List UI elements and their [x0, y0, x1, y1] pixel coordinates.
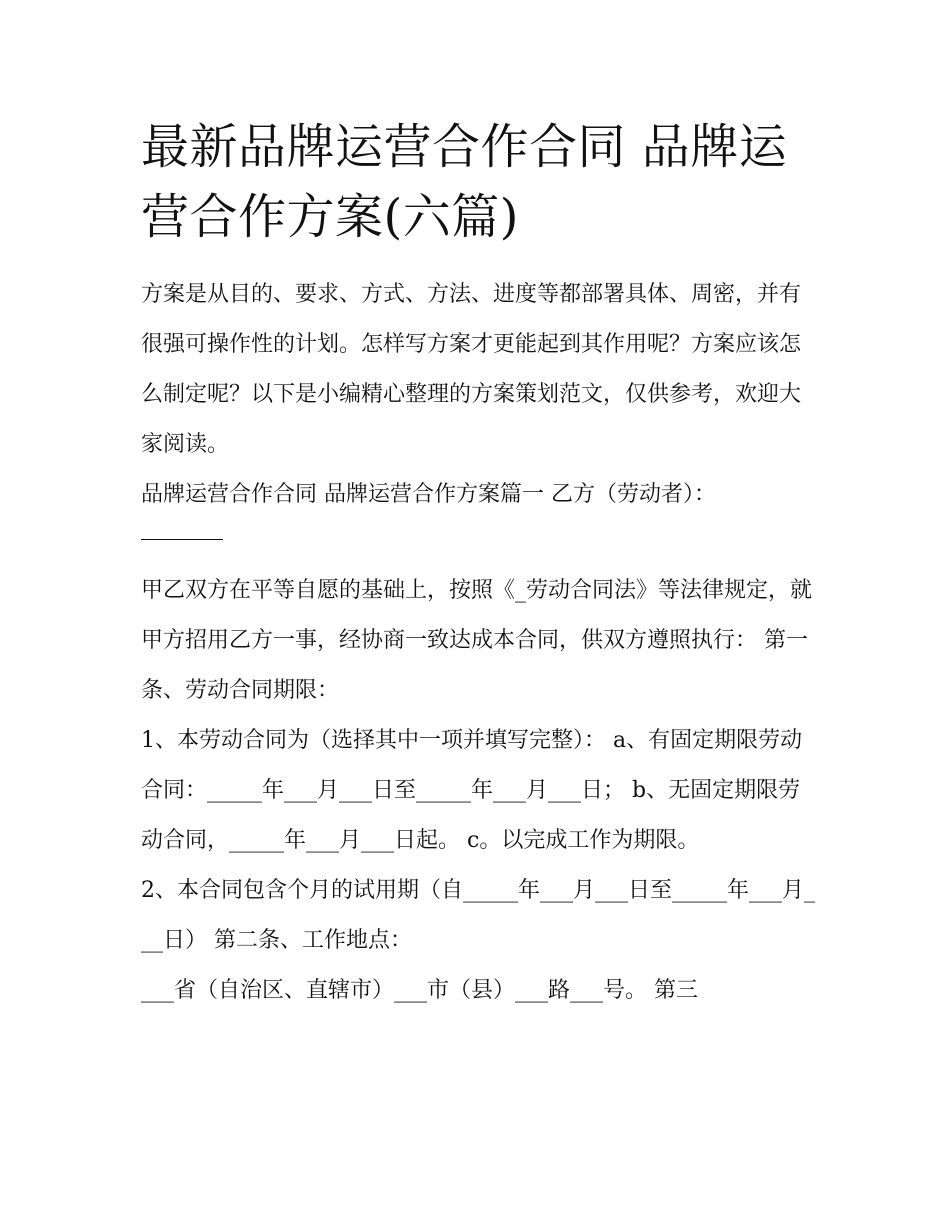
contract-paragraph-4: ___省（自治区、直辖市）___市（县）___路___号。 第三 [141, 978, 698, 1003]
intro-paragraph: 方案是从目的、要求、方式、方法、进度等都部署具体、周密，并有很强可操作性的计划。怎样写方案才更能起到其作用呢？方案应该怎么制定呢？以下是小编精心整理的方案策划范文，仅供参考，欢迎大家阅读。 [141, 282, 802, 457]
contract-paragraph-3: 2、本合同包含个月的试用期（自_____年___月___日至_____年___月___日） 第二条、工作地点： [141, 878, 815, 953]
signature-blank-line [141, 538, 223, 540]
contract-paragraph-2: 1、本劳动合同为（选择其中一项并填写完整）： a、有固定期限劳动合同：_____年___月___日至_____年___月___日； b、无固定期限劳动合同，_____年___月___日起。 c。以完成工作为期限。 [141, 728, 803, 853]
contract-paragraph-1: 甲乙双方在平等自愿的基础上，按照《_劳动合同法》等法律规定，就甲方招用乙方一事，经协商一致达成本合同，供双方遵照执行： 第一条、劳动合同期限： [141, 578, 813, 703]
document-title: 最新品牌运营合作合同 品牌运营合作方案(六篇) [141, 119, 788, 245]
document-page [141, 112, 821, 1016]
section-heading: 品牌运营合作合同 品牌运营合作方案篇一 乙方（劳动者）： [141, 482, 716, 507]
